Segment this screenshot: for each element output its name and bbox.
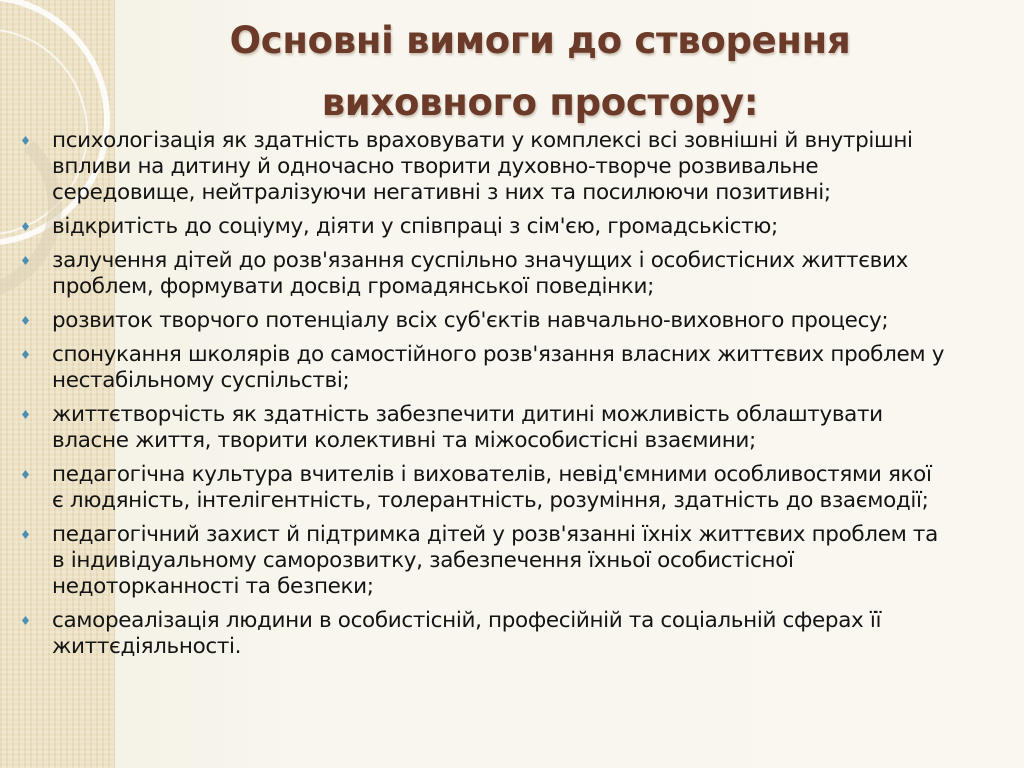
bullet-diamond-icon [22, 410, 29, 419]
list-item [22, 522, 1024, 600]
title-line-1: Основні вимоги до створення [229, 19, 851, 62]
bullet-diamond-icon [22, 136, 29, 145]
bullet-diamond-icon [22, 530, 29, 539]
list-item-text: відкритість до соціуму, діяти у співпраці з сім'єю, громадськістю; [52, 214, 778, 239]
bullet-diamond-icon [22, 350, 29, 359]
list-item [22, 128, 1024, 206]
list-item-text: спонукання школярів до самостійного розв'язання власних життєвих проблем у нестабільному суспільстві; [52, 342, 945, 393]
list-item-text: педагогічний захист й підтримка дітей у розв'язанні їхніх життєвих проблем та в індивідуальному саморозвитку, забезпечення їхньої особистісної недоторканності та безпеки; [52, 522, 938, 599]
list-item [22, 402, 1024, 454]
list-item [22, 308, 1024, 334]
list-item [22, 608, 1024, 660]
list-item-text: розвиток творчого потенціалу всіх суб'єктів навчально-виховного процесу; [52, 308, 889, 333]
list-item [22, 248, 1024, 300]
bullet-diamond-icon [22, 616, 29, 625]
list-item [22, 462, 1024, 514]
bullet-diamond-icon [22, 470, 29, 479]
title-line-2: виховного простору: [321, 81, 759, 124]
list-item-text: життєтворчість як здатність забезпечити дитині можливість облаштувати власне життя, творити колективні та міжособистісні взаємини; [52, 402, 883, 453]
list-item-text: педагогічна культура вчителів і вихователів, невід'ємними особливостями якої є людяність, інтелігентність, толерантність, розуміння, здатність до взаємодії; [52, 462, 932, 513]
bullet-list [22, 128, 1024, 668]
list-item [22, 342, 1024, 394]
list-item-text: самореалізація людини в особистісній, професійній та соціальній сферах її життєдіяльності. [52, 608, 882, 659]
list-item [22, 214, 1024, 240]
slide-title [180, 10, 900, 134]
bullet-diamond-icon [22, 256, 29, 265]
bullet-diamond-icon [22, 222, 29, 231]
bullet-diamond-icon [22, 316, 29, 325]
list-item-text: залучення дітей до розв'язання суспільно значущих і особистісних життєвих проблем, формувати досвід громадянської поведінки; [52, 248, 909, 299]
list-item-text: психологізація як здатність враховувати у комплексі всі зовнішні й внутрішні впливи на дитину й одночасно творити духовно-творче розвивальне середовище, нейтралізуючи негативні з них та посилюючи позитивні; [52, 128, 913, 205]
